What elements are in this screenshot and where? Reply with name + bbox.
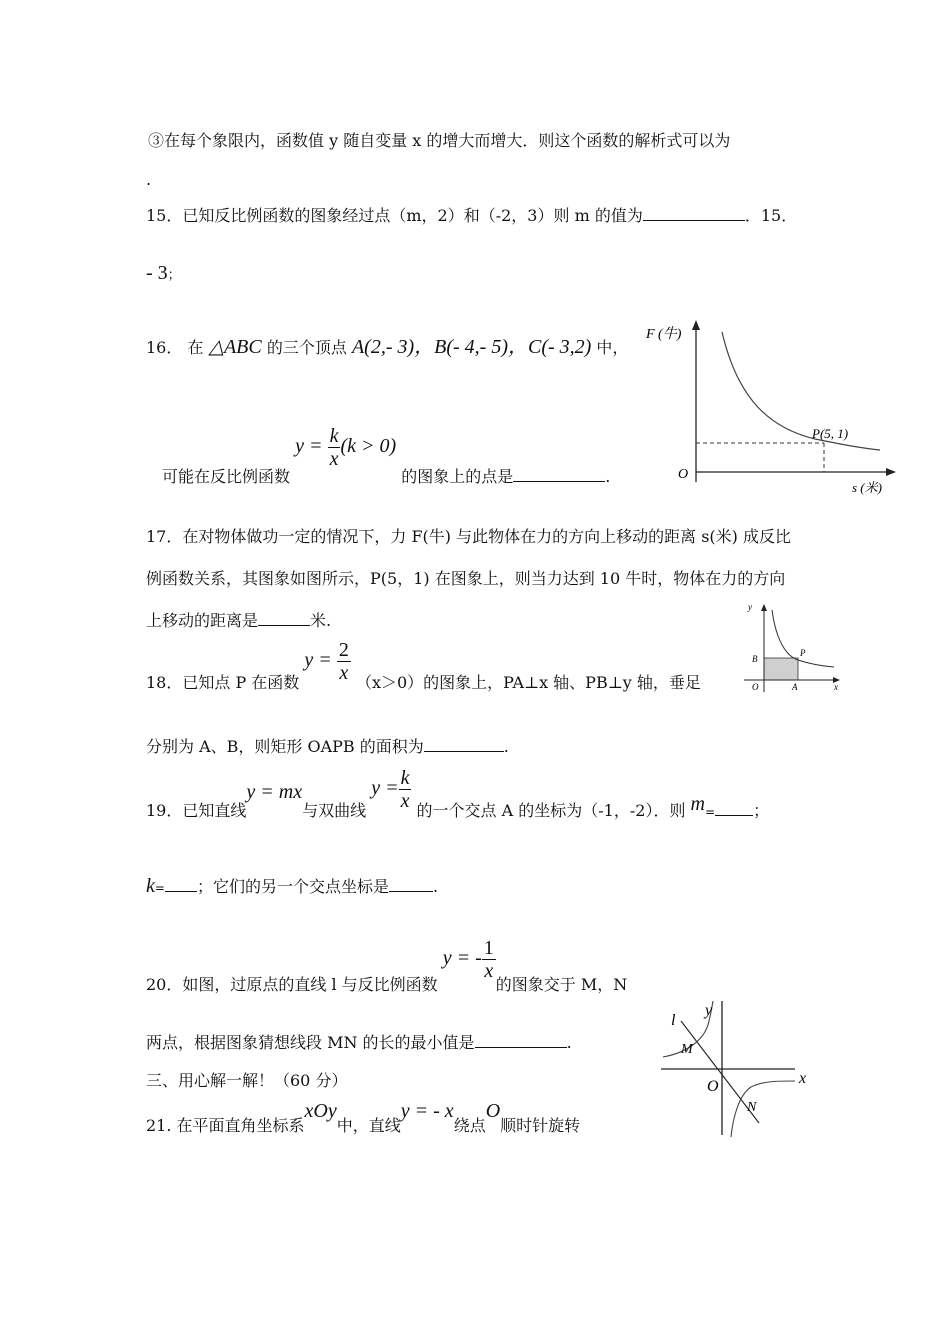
q19-eq1: y = mx — [246, 781, 303, 803]
q20-eq-num: 1 — [483, 937, 494, 959]
q20-eq-lhs: y = - — [442, 947, 482, 969]
q21-post: 绕点 — [453, 1116, 486, 1135]
graph1-point-label: P(5, 1) — [812, 426, 849, 441]
q19-mid: 与双曲线 — [302, 801, 367, 820]
q20-line1 — [146, 938, 627, 995]
q21-eq: y = - x — [400, 1100, 454, 1122]
graph1-x-arrow — [886, 468, 896, 476]
q16-num: 16． — [146, 338, 183, 357]
q17-blank — [258, 625, 310, 626]
q17-line1: 17．在对物体做功一定的情况下，力 F(牛) 与此物体在力的方向上移动的距离 s(米) 成反比 — [146, 527, 791, 546]
q18-line2-text: 分别为 A、B，则矩形 OAPB 的面积为 — [146, 737, 424, 756]
q19-eq2-num: k — [400, 767, 410, 789]
q19-line2-end: . — [432, 877, 439, 896]
q19-pre: 19．已知直线 — [146, 801, 247, 820]
q18-pre: 18．已知点 P 在函数 — [146, 673, 300, 692]
graph2-o-label: O — [752, 682, 759, 692]
q14-text: ③在每个象限内，函数值 y 随自变量 x 的增大而增大．则这个函数的解析式可以为 — [148, 131, 731, 150]
q16-line2-end: . — [605, 467, 611, 486]
q19-point-blank — [389, 891, 433, 892]
graph2-rect — [764, 658, 798, 680]
q18-line2-end: . — [503, 737, 509, 756]
rectangle-oapb-graph — [740, 600, 845, 696]
q15-answer-tail: ； — [167, 268, 181, 283]
q19-m-blank — [715, 815, 753, 816]
q19-k: k — [146, 875, 155, 897]
q15-line — [146, 203, 797, 226]
graph3-x-label: x — [799, 1070, 807, 1087]
q17-line3 — [146, 608, 331, 631]
graph1-x-label: s (米) — [852, 480, 882, 495]
q16-eq-num: k — [329, 425, 339, 447]
graph1-origin: O — [678, 467, 689, 482]
q15-after: ．15． — [744, 206, 798, 225]
graph2-b-label: B — [752, 654, 758, 664]
q20-line2 — [146, 1030, 572, 1053]
q16-mid: 的三个顶点 — [266, 338, 347, 357]
graph1-curve — [722, 332, 880, 450]
section3-title: 三、用心解一解！（60 分） — [146, 1071, 348, 1090]
graph3-n-label: N — [747, 1100, 757, 1115]
q18-post: （x＞0）的图象上，PA⊥x 轴、PB⊥y 轴，垂足 — [355, 673, 701, 692]
q20-blank — [475, 1047, 567, 1048]
graph3-o-label: O — [707, 1078, 719, 1095]
q18-line2 — [146, 734, 509, 757]
q19-eq2-lhs: y = — [371, 777, 399, 799]
q19-eq2-den: x — [400, 790, 410, 812]
q20-eq-frac — [482, 938, 496, 981]
q15-answer — [146, 262, 181, 285]
line-hyperbola-graph — [655, 995, 815, 1140]
q15-text: 15．已知反比例函数的图象经过点（m，2）和（-2，3）则 m 的值为 — [146, 206, 643, 225]
graph2-y-arrow — [761, 604, 767, 611]
q15-answer-value: - 3 — [146, 262, 168, 284]
q16-line2-pre: 可能在反比例函数 — [162, 467, 291, 486]
q21-end: 顺时针旋转 — [500, 1116, 581, 1135]
q16-line2 — [162, 426, 610, 487]
q18-eq-num: 2 — [338, 639, 349, 661]
q19-line2-post: ；它们的另一个交点坐标是 — [196, 877, 389, 896]
graph2-x-label: x — [834, 682, 838, 692]
q16-points: A(2,- 3)，B(- 4,- 5)，C(- 3,2) — [351, 336, 592, 358]
q21-pre: 21. 在平面直角坐标系 — [146, 1116, 305, 1135]
q16-eq-frac — [328, 426, 341, 469]
q19-eqsign: = — [705, 805, 716, 819]
force-distance-graph — [640, 310, 900, 500]
graph2-y-label: y — [748, 602, 752, 612]
q20-pre: 20．如图，过原点的直线 l 与反比例函数 — [146, 975, 438, 994]
q17-line2: 例函数关系，其图象如图所示，P(5，1) 在图象上，则当力达到 10 牛时，物体在力的方向 — [146, 569, 786, 588]
q15-blank — [643, 220, 745, 221]
q17-line3-post: 米. — [310, 611, 332, 630]
q17-line3-pre: 上移动的距离是 — [146, 611, 259, 630]
q14-line — [148, 128, 730, 151]
graph2-a-label: A — [792, 682, 798, 692]
q16-blank — [513, 481, 605, 482]
q21-line — [146, 1100, 580, 1136]
graph3-l-label: l — [671, 1012, 676, 1029]
graph1-y-label: F (牛) — [646, 327, 682, 342]
q18-eq-lhs: y = — [304, 649, 332, 671]
q18-blank — [424, 751, 504, 752]
q21-mid: 中，直线 — [336, 1116, 401, 1135]
q19-k-eqsign: = — [154, 881, 165, 895]
q19-k-blank — [165, 891, 197, 892]
q16-line2-post: 的图象上的点是 — [401, 467, 514, 486]
q20-line2-end: . — [566, 1033, 572, 1052]
q16-eq-lhs: y = — [295, 435, 323, 457]
graph2-p-label: P — [800, 648, 806, 658]
q16-pre: 在 — [187, 338, 204, 357]
graph3-y-label: y — [705, 1002, 713, 1019]
q18-eq-den: x — [339, 662, 349, 684]
q20-post: 的图象交于 M，N — [495, 975, 628, 994]
graph3-m-label: M — [681, 1042, 693, 1057]
q14-tail: . — [146, 170, 152, 189]
q16-triangle: △ABC — [208, 336, 262, 358]
graph1-y-arrow — [692, 320, 700, 330]
q16-eq-cond: (k > 0) — [340, 435, 397, 457]
q19-line1 — [146, 768, 769, 821]
q19-post: 的一个交点 A 的坐标为（-1，-2）．则 — [416, 801, 686, 820]
q21-xoy: xOy — [304, 1100, 337, 1122]
q19-m: m — [690, 793, 705, 815]
q18-eq-frac — [337, 640, 351, 683]
q19-semi: ； — [753, 801, 770, 820]
graph3-curve-lower-right — [731, 1081, 795, 1137]
q21-o: O — [485, 1100, 501, 1122]
q18-line1 — [146, 640, 701, 693]
q20-line2-text: 两点，根据图象猜想线段 MN 的长的最小值是 — [146, 1033, 475, 1052]
q16-line1 — [146, 330, 628, 359]
q16-eq-den: x — [329, 448, 339, 470]
q20-eq-den: x — [484, 960, 494, 982]
q19-eq2-frac — [399, 768, 412, 811]
q16-zhong: 中， — [596, 338, 629, 357]
q19-line2 — [146, 874, 438, 898]
